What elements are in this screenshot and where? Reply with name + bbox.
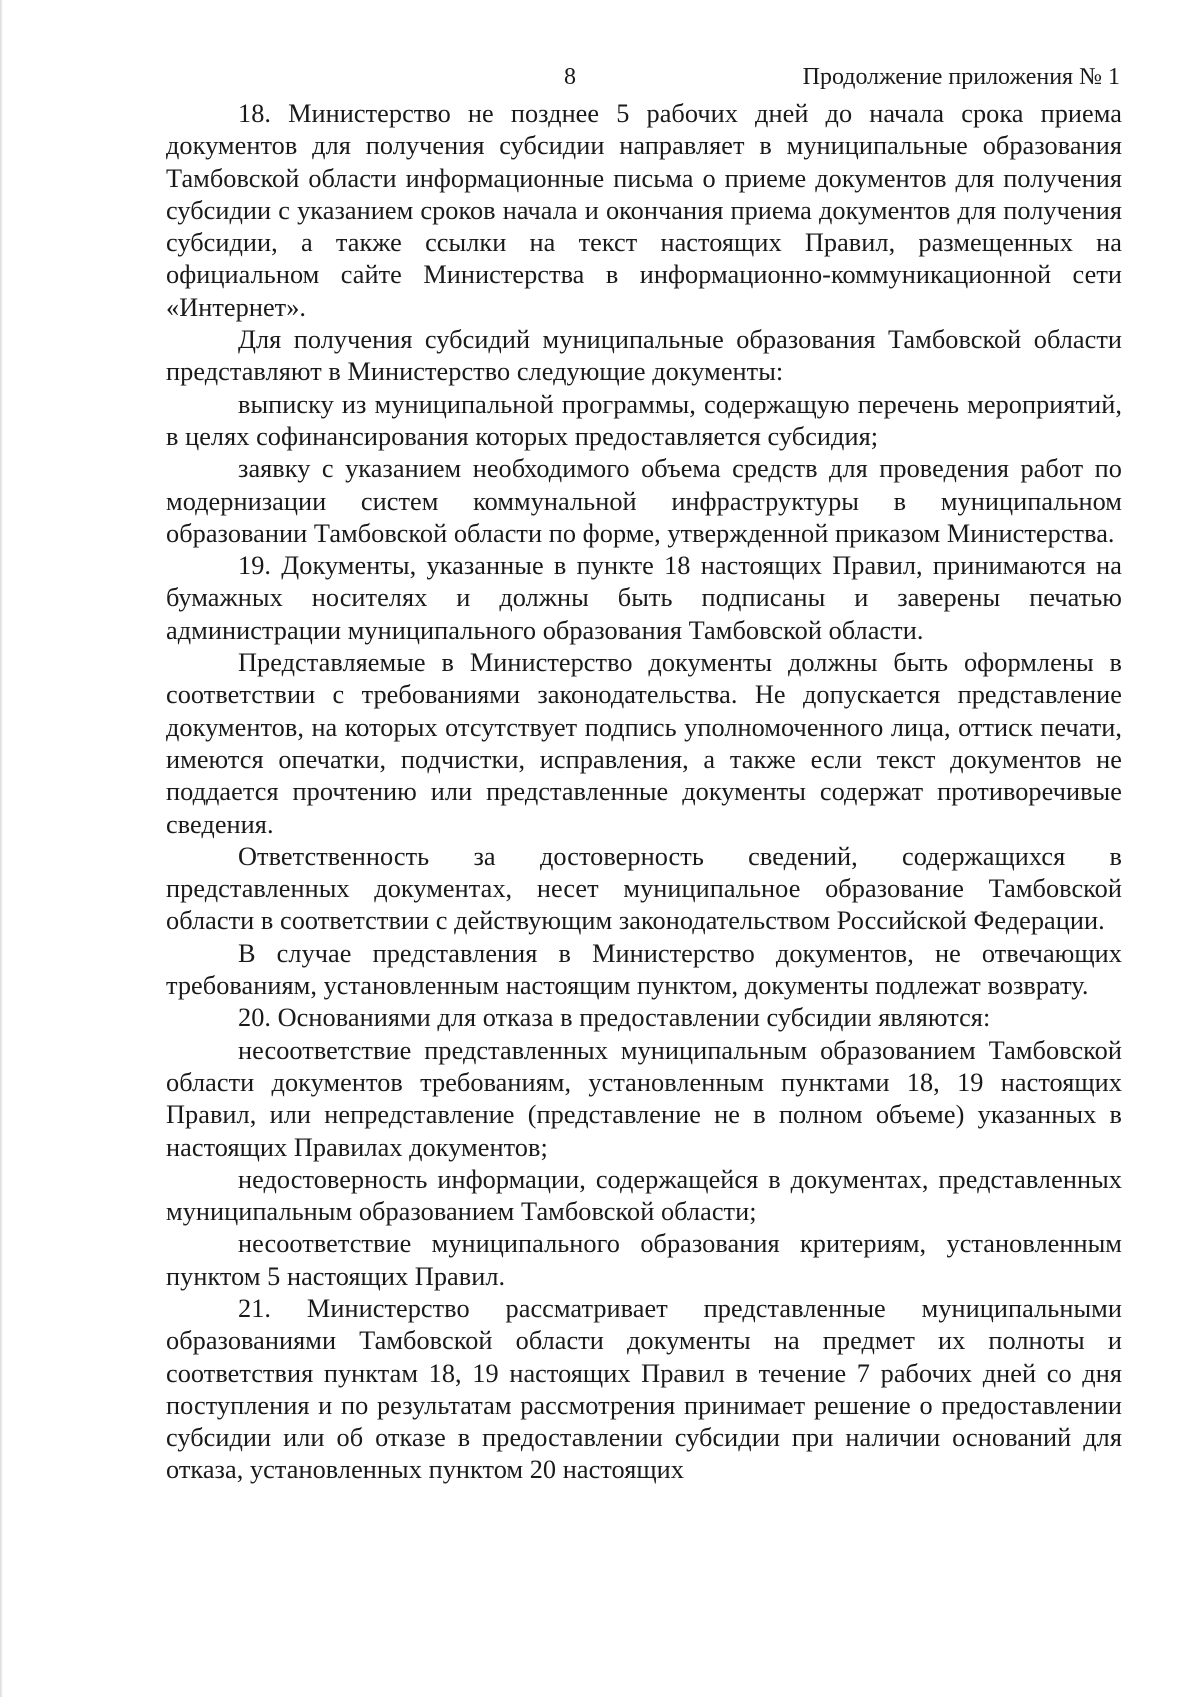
scan-edge-shadow bbox=[0, 0, 3, 1697]
paragraph-nonconformity: несоответствие представленных муниципальным образованием Тамбовской области документов требованиям, установленным пунктами 18, 19 настоящих Правил, или непредставление (представление не в полном объеме) указанных в настоящих Правилах документов; bbox=[166, 1035, 1122, 1162]
paragraph-19: 19. Документы, указанные в пункте 18 настоящих Правил, принимаются на бумажных носителях и должны быть подписаны и заверены печатью администрации муниципального образования Тамбовской области. bbox=[166, 551, 1122, 645]
paragraph-20: 20. Основаниями для отказа в предоставлении субсидии являются: bbox=[238, 1003, 991, 1033]
document-body bbox=[166, 98, 1122, 1487]
paragraph-program-extract: выписку из муниципальной программы, содержащую перечень мероприятий, в целях софинансирования которых предоставляется субсидия; bbox=[166, 389, 1122, 451]
paragraph-responsibility: Ответственность за достоверность сведений, содержащихся в представленных документах, несет муниципальное образование Тамбовской области в соответствии с действующим законодательством Российской Федерации. bbox=[166, 841, 1122, 936]
page-header bbox=[170, 60, 1120, 94]
paragraph-document-requirements: Представляемые в Министерство документы должны быть оформлены в соответствии с требованиями законодательства. Не допускается представление документов, на которых отсутствует подпись уполномоченного лица, оттиск печати, имеются опечатки, подчистки, исправления, а также если текст документов не поддается прочтению или представленные документы содержат противоречивые сведения. bbox=[166, 648, 1122, 839]
paragraph-documents-intro: Для получения субсидий муниципальные образования Тамбовской области представляют в Министерство следующие документы: bbox=[166, 325, 1122, 387]
paragraph-return: В случае представления в Министерство документов, не отвечающих требованиям, установленным настоящим пунктом, документы подлежат возврату. bbox=[166, 938, 1122, 1001]
paragraph-18: 18. Министерство не позднее 5 рабочих дней до начала срока приема документов для получения субсидии направляет в муниципальные образования Тамбовской области информационные письма о приеме документов для получения субсидии с указанием сроков начала и окончания приема документов для получения субсидии, а также ссылки на текст настоящих Правил, размещенных на официальном сайте Министерства в информационно-коммуникационной сети «Интернет». bbox=[166, 99, 1122, 322]
paragraph-criteria: несоответствие муниципального образования критериям, установленным пунктом 5 настоящих Правил. bbox=[166, 1229, 1122, 1291]
appendix-continuation-label: Продолжение приложения № 1 bbox=[802, 64, 1120, 90]
paragraph-unreliability: недостоверность информации, содержащейся в документах, представленных муниципальным образованием Тамбовской области; bbox=[166, 1164, 1122, 1227]
paragraph-21: 21. Министерство рассматривает представленные муниципальными образованиями Тамбовской области документы на предмет их полноты и соответствия пунктам 18, 19 настоящих Правил в течение 7 рабочих дней со дня поступления и по результатам рассмотрения принимает решение о предоставлении субсидии или об отказе в предоставлении субсидии при наличии оснований для отказа, установленных пунктом 20 настоящих bbox=[166, 1293, 1122, 1485]
page-number: 8 bbox=[564, 64, 576, 90]
paragraph-application: заявку с указанием необходимого объема средств для проведения работ по модернизации систем коммунальной инфраструктуры в муниципальном образовании Тамбовской области по форме, утвержденной приказом Министерства. bbox=[166, 454, 1122, 548]
